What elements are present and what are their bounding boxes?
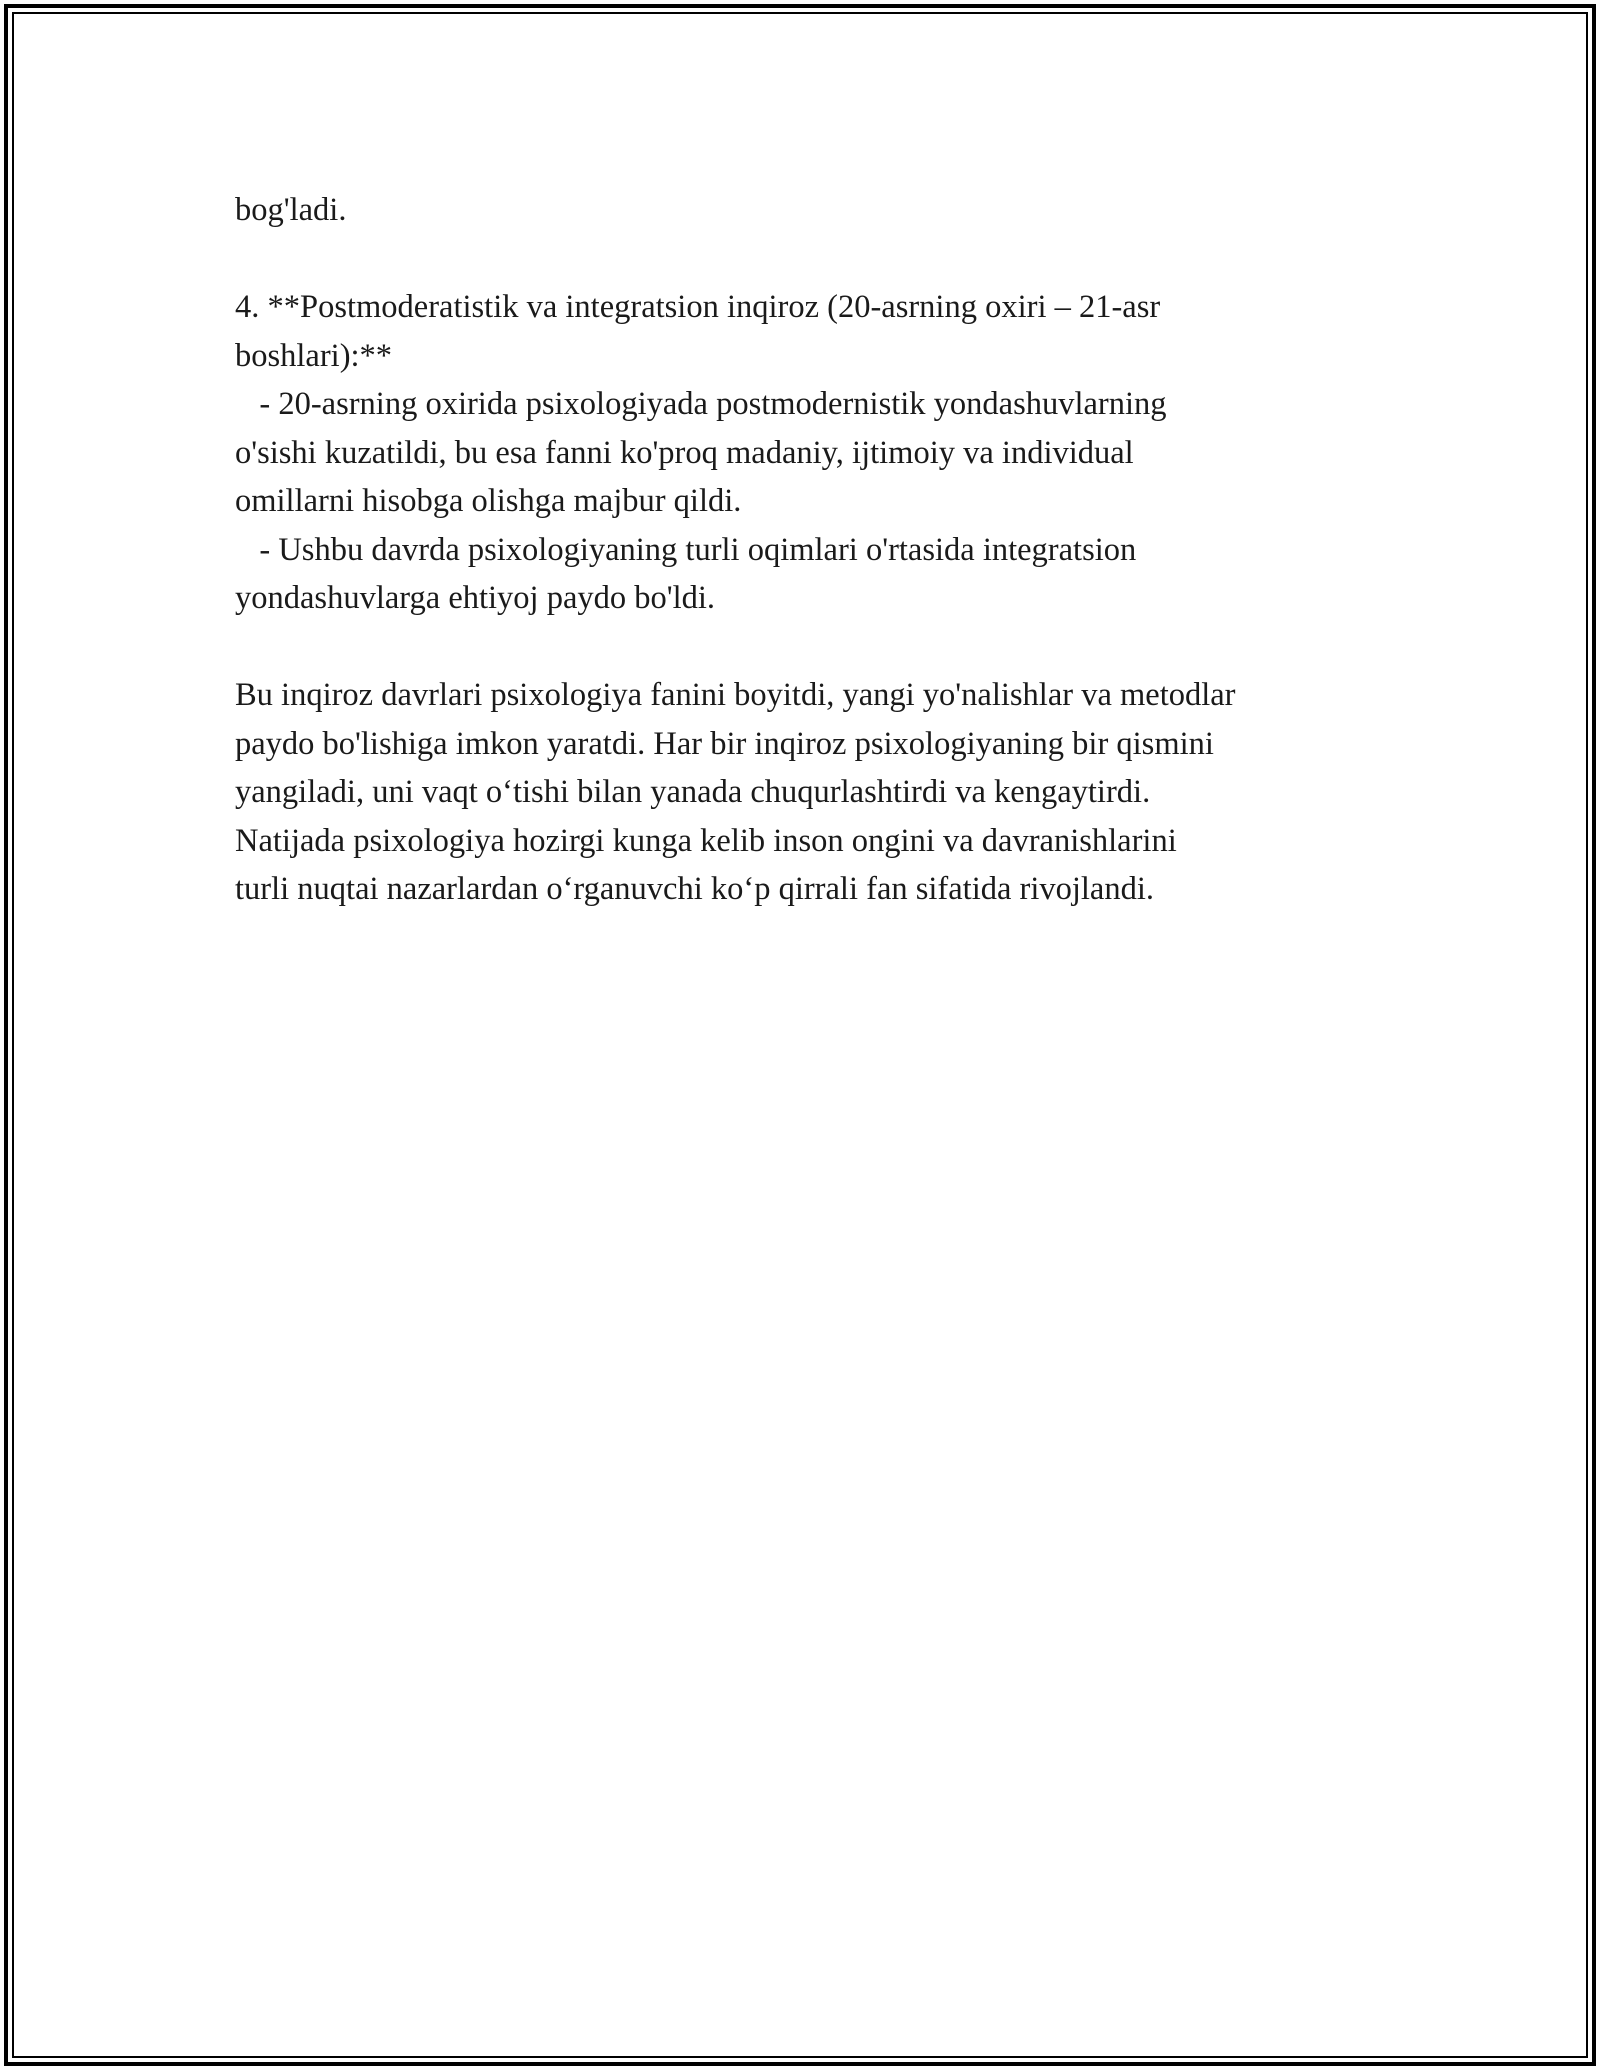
text-line: bog'ladi. xyxy=(235,192,347,228)
text-line: Bu inqiroz davrlari psixologiya fanini boyitdi, yangi yo'nalishlar va metodlar xyxy=(235,677,1236,713)
section-4-heading xyxy=(235,283,1415,380)
text-line: omillarni hisobga olishga majbur qildi. xyxy=(235,483,742,519)
text-line: turli nuqtai nazarlardan o‘rganuvchi ko‘p qirrali fan sifatida rivojlandi. xyxy=(235,871,1155,907)
text-line: yondashuvlarga ehtiyoj paydo bo'ldi. xyxy=(235,580,716,616)
text-line: o'sishi kuzatildi, bu esa fanni ko'proq madaniy, ijtimoiy va individual xyxy=(235,434,1134,471)
text-line: 4. **Postmoderatistik va integratsion inqiroz (20-asrning oxiri – 21-asr xyxy=(235,289,1161,325)
text-line: Natijada psixologiya hozirgi kunga kelib inson ongini va davranishlarini xyxy=(235,822,1177,859)
section-4 xyxy=(235,283,1415,623)
continuation-paragraph xyxy=(235,186,1415,235)
text-line: paydo bo'lishiga imkon yaratdi. Har bir inqiroz psixologiyaning bir qismini xyxy=(235,725,1214,762)
section-4-bullet-1 xyxy=(235,380,1415,526)
conclusion-paragraph xyxy=(235,671,1415,914)
text-line: - Ushbu davrda psixologiyaning turli oqimlari o'rtasida integratsion xyxy=(235,531,1137,568)
paragraph-spacer xyxy=(235,235,1415,284)
section-4-bullet-2 xyxy=(235,526,1415,623)
paragraph-spacer xyxy=(235,623,1415,672)
document-body xyxy=(235,186,1415,914)
text-line: - 20-asrning oxirida psixologiyada postmodernistik yondashuvlarning xyxy=(235,386,1167,422)
text-line: boshlari):** xyxy=(235,337,393,374)
text-line: yangiladi, uni vaqt o‘tishi bilan yanada chuqurlashtirdi va kengaytirdi. xyxy=(235,774,1151,810)
